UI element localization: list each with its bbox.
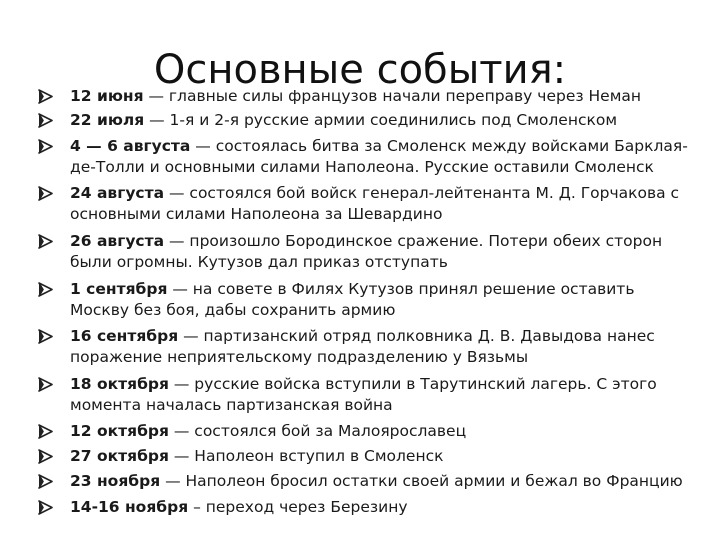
arrow-check-bullet-icon: [38, 449, 53, 464]
event-description: — главные силы французов начали переправу через Неман: [143, 87, 642, 105]
event-date: 12 октября: [70, 422, 169, 440]
arrow-check-bullet-icon: [38, 424, 53, 439]
event-text: [70, 471, 688, 492]
event-text: [70, 110, 688, 131]
arrow-check-bullet-icon: [38, 377, 53, 392]
arrow-check-bullet-icon: [38, 89, 53, 104]
event-description: — состоялась битва за Смоленск между войсками Барклая-де-Толли и основными силами Наполеона. Русские оставили Смоленск: [70, 137, 688, 176]
arrow-check-bullet-icon: [38, 186, 53, 201]
arrow-check-bullet-icon: [38, 234, 53, 249]
event-description: — состоялся бой войск генерал-лейтенанта М. Д. Горчакова с основными силами Наполеона за Шевардино: [70, 184, 680, 223]
event-item: [38, 374, 688, 416]
event-date: 22 июля: [70, 111, 145, 129]
event-date: 26 августа: [70, 232, 165, 250]
event-text: [70, 86, 688, 107]
event-description: — произошло Бородинское сражение. Потери обеих сторон были огромны. Кутузов дал приказ отступать: [70, 232, 663, 271]
event-description: — 1-я и 2-я русские армии соединились под Смоленском: [144, 111, 618, 129]
event-item: [38, 183, 688, 225]
event-item: [38, 110, 688, 131]
event-description: — русские войска вступили в Тарутинский лагерь. С этого момента началась партизанская война: [70, 375, 657, 414]
event-date: 14-16 ноября: [70, 498, 189, 516]
event-item: [38, 136, 688, 178]
event-date: 18 октября: [70, 375, 169, 393]
arrow-check-bullet-icon: [38, 500, 53, 515]
event-date: 12 июня: [70, 87, 144, 105]
event-text: [70, 374, 688, 416]
event-date: 24 августа: [70, 184, 165, 202]
event-text: [70, 497, 688, 518]
event-text: [70, 183, 688, 225]
event-item: [38, 326, 688, 368]
event-item: [38, 86, 688, 107]
event-item: [38, 446, 688, 467]
event-date: 23 ноября: [70, 472, 161, 490]
arrow-check-bullet-icon: [38, 474, 53, 489]
event-date: 1 сентября: [70, 280, 168, 298]
event-item: [38, 497, 688, 518]
event-text: [70, 279, 688, 321]
event-text: [70, 326, 688, 368]
event-item: [38, 421, 688, 442]
event-item: [38, 471, 688, 492]
event-text: [70, 136, 688, 178]
event-item: [38, 231, 688, 273]
event-date: 27 октября: [70, 447, 169, 465]
event-description: — Наполеон бросил остатки своей армии и бежал во Францию: [160, 472, 683, 490]
event-date: 16 сентября: [70, 327, 179, 345]
event-text: [70, 231, 688, 273]
event-description: – переход через Березину: [188, 498, 408, 516]
event-description: — на совете в Филях Кутузов принял решение оставить Москву без боя, дабы сохранить армию: [70, 280, 635, 319]
event-description: — состоялся бой за Малоярославец: [168, 422, 467, 440]
arrow-check-bullet-icon: [38, 113, 53, 128]
slide-title: Основные события:: [153, 47, 567, 93]
event-text: [70, 446, 688, 467]
arrow-check-bullet-icon: [38, 139, 53, 154]
event-item: [38, 279, 688, 321]
event-description: — партизанский отряд полковника Д. В. Давыдова нанес поражение неприятельскому подразделению у Вязьмы: [70, 327, 655, 366]
event-text: [70, 421, 688, 442]
arrow-check-bullet-icon: [38, 282, 53, 297]
arrow-check-bullet-icon: [38, 329, 53, 344]
event-date: 4 — 6 августа: [70, 137, 191, 155]
event-description: — Наполеон вступил в Смоленск: [168, 447, 444, 465]
